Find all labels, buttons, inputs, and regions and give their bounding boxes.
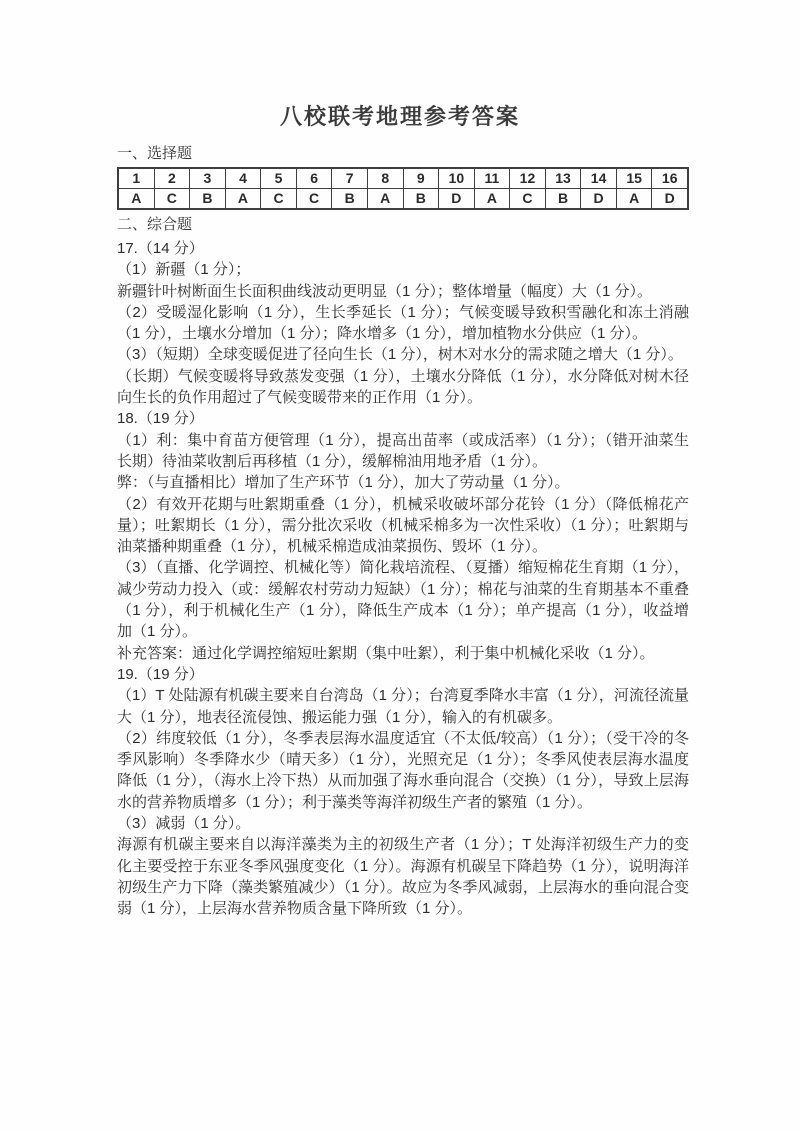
question-number-cell: 9 (404, 169, 440, 189)
question-number-cell: 2 (155, 169, 191, 189)
question-18-number: 18.（19 分） (117, 410, 204, 428)
answer-letter-cell: C (261, 189, 297, 208)
answer-letter-cell: A (475, 189, 511, 208)
question-number-cell: 5 (261, 169, 297, 189)
question-number-cell: 16 (652, 169, 687, 189)
answer-paragraph: （2）受暖湿化影响（1 分），生长季延长（1 分）；气候变暖导致积雪融化和冻土消融（1 分），土壤水分增加（1 分）；降水增多（1 分），增加植物水分供应（1 分）。 (117, 303, 689, 343)
answer-table (117, 167, 689, 210)
answer-paragraph: （3）（直播、化学调控、机械化等）简化栽培流程、（夏播）缩短棉花生育期（1 分），减少劳动力投入（或：缓解农村劳动力短缺）（1 分）；棉花与油菜的生育期基本不重叠（1 分），利于机械化生产（1 分），降低生产成本（1 分）；单产提高（1 分），收益增加（1 分）。 (117, 559, 689, 641)
question-number-cell: 13 (546, 169, 582, 189)
answer-letter-cell: A (617, 189, 653, 208)
question-18-block (117, 408, 689, 664)
question-number-cell: 15 (617, 169, 653, 189)
page-title: 八校联考地理参考答案 (279, 104, 520, 129)
answer-paragraph: （3）减弱（1 分）。 (117, 815, 251, 833)
section-heading-comprehensive: 二、综合题 (117, 216, 193, 233)
answer-table-letter-row (119, 189, 687, 208)
question-number-cell: 4 (226, 169, 262, 189)
answer-letter-cell: A (226, 189, 262, 208)
question-number-cell: 11 (475, 169, 511, 189)
question-17-block (117, 238, 689, 408)
answer-letter-cell: A (119, 189, 155, 208)
answer-paragraph: 新疆针叶树断面生长面积曲线波动更明显（1 分）；整体增量（幅度）大（1 分）。 (117, 282, 653, 300)
answer-letter-cell: D (664, 190, 675, 206)
answer-paragraph: （3）（短期）全球变暖促进了径向生长（1 分），树木对水分的需求随之增大（1 分）。 (117, 346, 683, 364)
answer-letter-cell: B (404, 189, 440, 208)
question-number-cell: 14 (581, 169, 617, 189)
answer-letter-cell: C (297, 189, 333, 208)
answer-paragraph: （2）纬度较低（1 分），冬季表层海水温度适宜（不太低/较高）（1 分）；（受干冷的冬季风影响）冬季降水少（晴天多）（1 分），光照充足（1 分）；冬季风使表层海水温度降低（1 分），（海水上冷下热）从而加强了海水垂向混合（交换）（1 分），导致上层海水的营养物质增多（1 分）；利于藻类等海洋初级生产者的繁殖（1 分）。 (117, 729, 689, 811)
answer-letter-cell: D (581, 189, 617, 208)
answer-letter-cell: A (368, 189, 404, 208)
question-number-cell: 8 (368, 169, 404, 189)
question-19-number: 19.（19 分） (117, 665, 204, 683)
answer-paragraph: 海源有机碳主要来自以海洋藻类为主的初级生产者（1 分）；T 处海洋初级生产力的变化主要受控于东亚冬季风强度变化（1 分）。海源有机碳呈下降趋势（1 分），说明海洋初级生产力下降（藻类繁殖减少）（1 分）。故应为冬季风减弱，上层海水的垂向混合变弱（1 分），上层海水营养物质含量下降所致（1 分）。 (117, 836, 689, 918)
question-number-cell: 10 (439, 169, 475, 189)
answer-paragraph: （1）T 处陆源有机碳主要来自台湾岛（1 分）；台湾夏季降水丰富（1 分），河流径流量大（1 分），地表径流侵蚀、搬运能力强（1 分），输入的有机碳多。 (117, 687, 689, 726)
answer-letter-cell: C (510, 189, 546, 208)
question-number-cell: 6 (297, 169, 333, 189)
answer-letter-cell: C (155, 189, 191, 208)
section-heading-choice: 一、选择题 (117, 145, 193, 162)
document-body (117, 143, 689, 920)
answer-paragraph: 弊：（与直播相比）增加了生产环节（1 分），加大了劳动量（1 分）。 (117, 474, 570, 492)
answer-paragraph: （1）新疆（1 分）； (117, 261, 251, 279)
answer-table-number-row (119, 169, 687, 189)
answer-letter-cell: B (332, 189, 368, 208)
answer-paragraph: （1）利：集中育苗方便管理（1 分），提高出苗率（或成活率）（1 分）；（错开油菜生长期）待油菜收割后再移植（1 分），缓解棉油用地矛盾（1 分）。 (117, 431, 689, 470)
answer-letter-cell: B (546, 189, 582, 208)
question-number-cell: 7 (332, 169, 368, 189)
question-17-number: 17.（14 分） (117, 240, 204, 257)
answer-letter-cell: B (190, 189, 226, 208)
answer-paragraph: （2）有效开花期与吐絮期重叠（1 分），机械采收破坏部分花铃（1 分）（降低棉花产量）；吐絮期长（1 分），需分批次采收（机械采棉多为一次性采收）（1 分）；吐絮期与油菜播种期重叠（1 分），机械采棉造成油菜损伤、毁坏（1 分）。 (117, 495, 689, 556)
answer-paragraph: 补充答案：通过化学调控缩短吐絮期（集中吐絮），利于集中机械化采收（1 分）。 (117, 644, 655, 662)
question-number-cell: 3 (190, 169, 226, 189)
question-number-cell: 1 (119, 169, 155, 189)
answer-letter-cell: D (439, 189, 475, 208)
question-number-cell: 12 (510, 169, 546, 189)
answer-paragraph: （长期）气候变暖将导致蒸发变强（1 分），土壤水分降低（1 分），水分降低对树木径向生长的负作用超过了气候变暖带来的正作用（1 分）。 (117, 367, 689, 407)
question-19-block (117, 664, 689, 920)
